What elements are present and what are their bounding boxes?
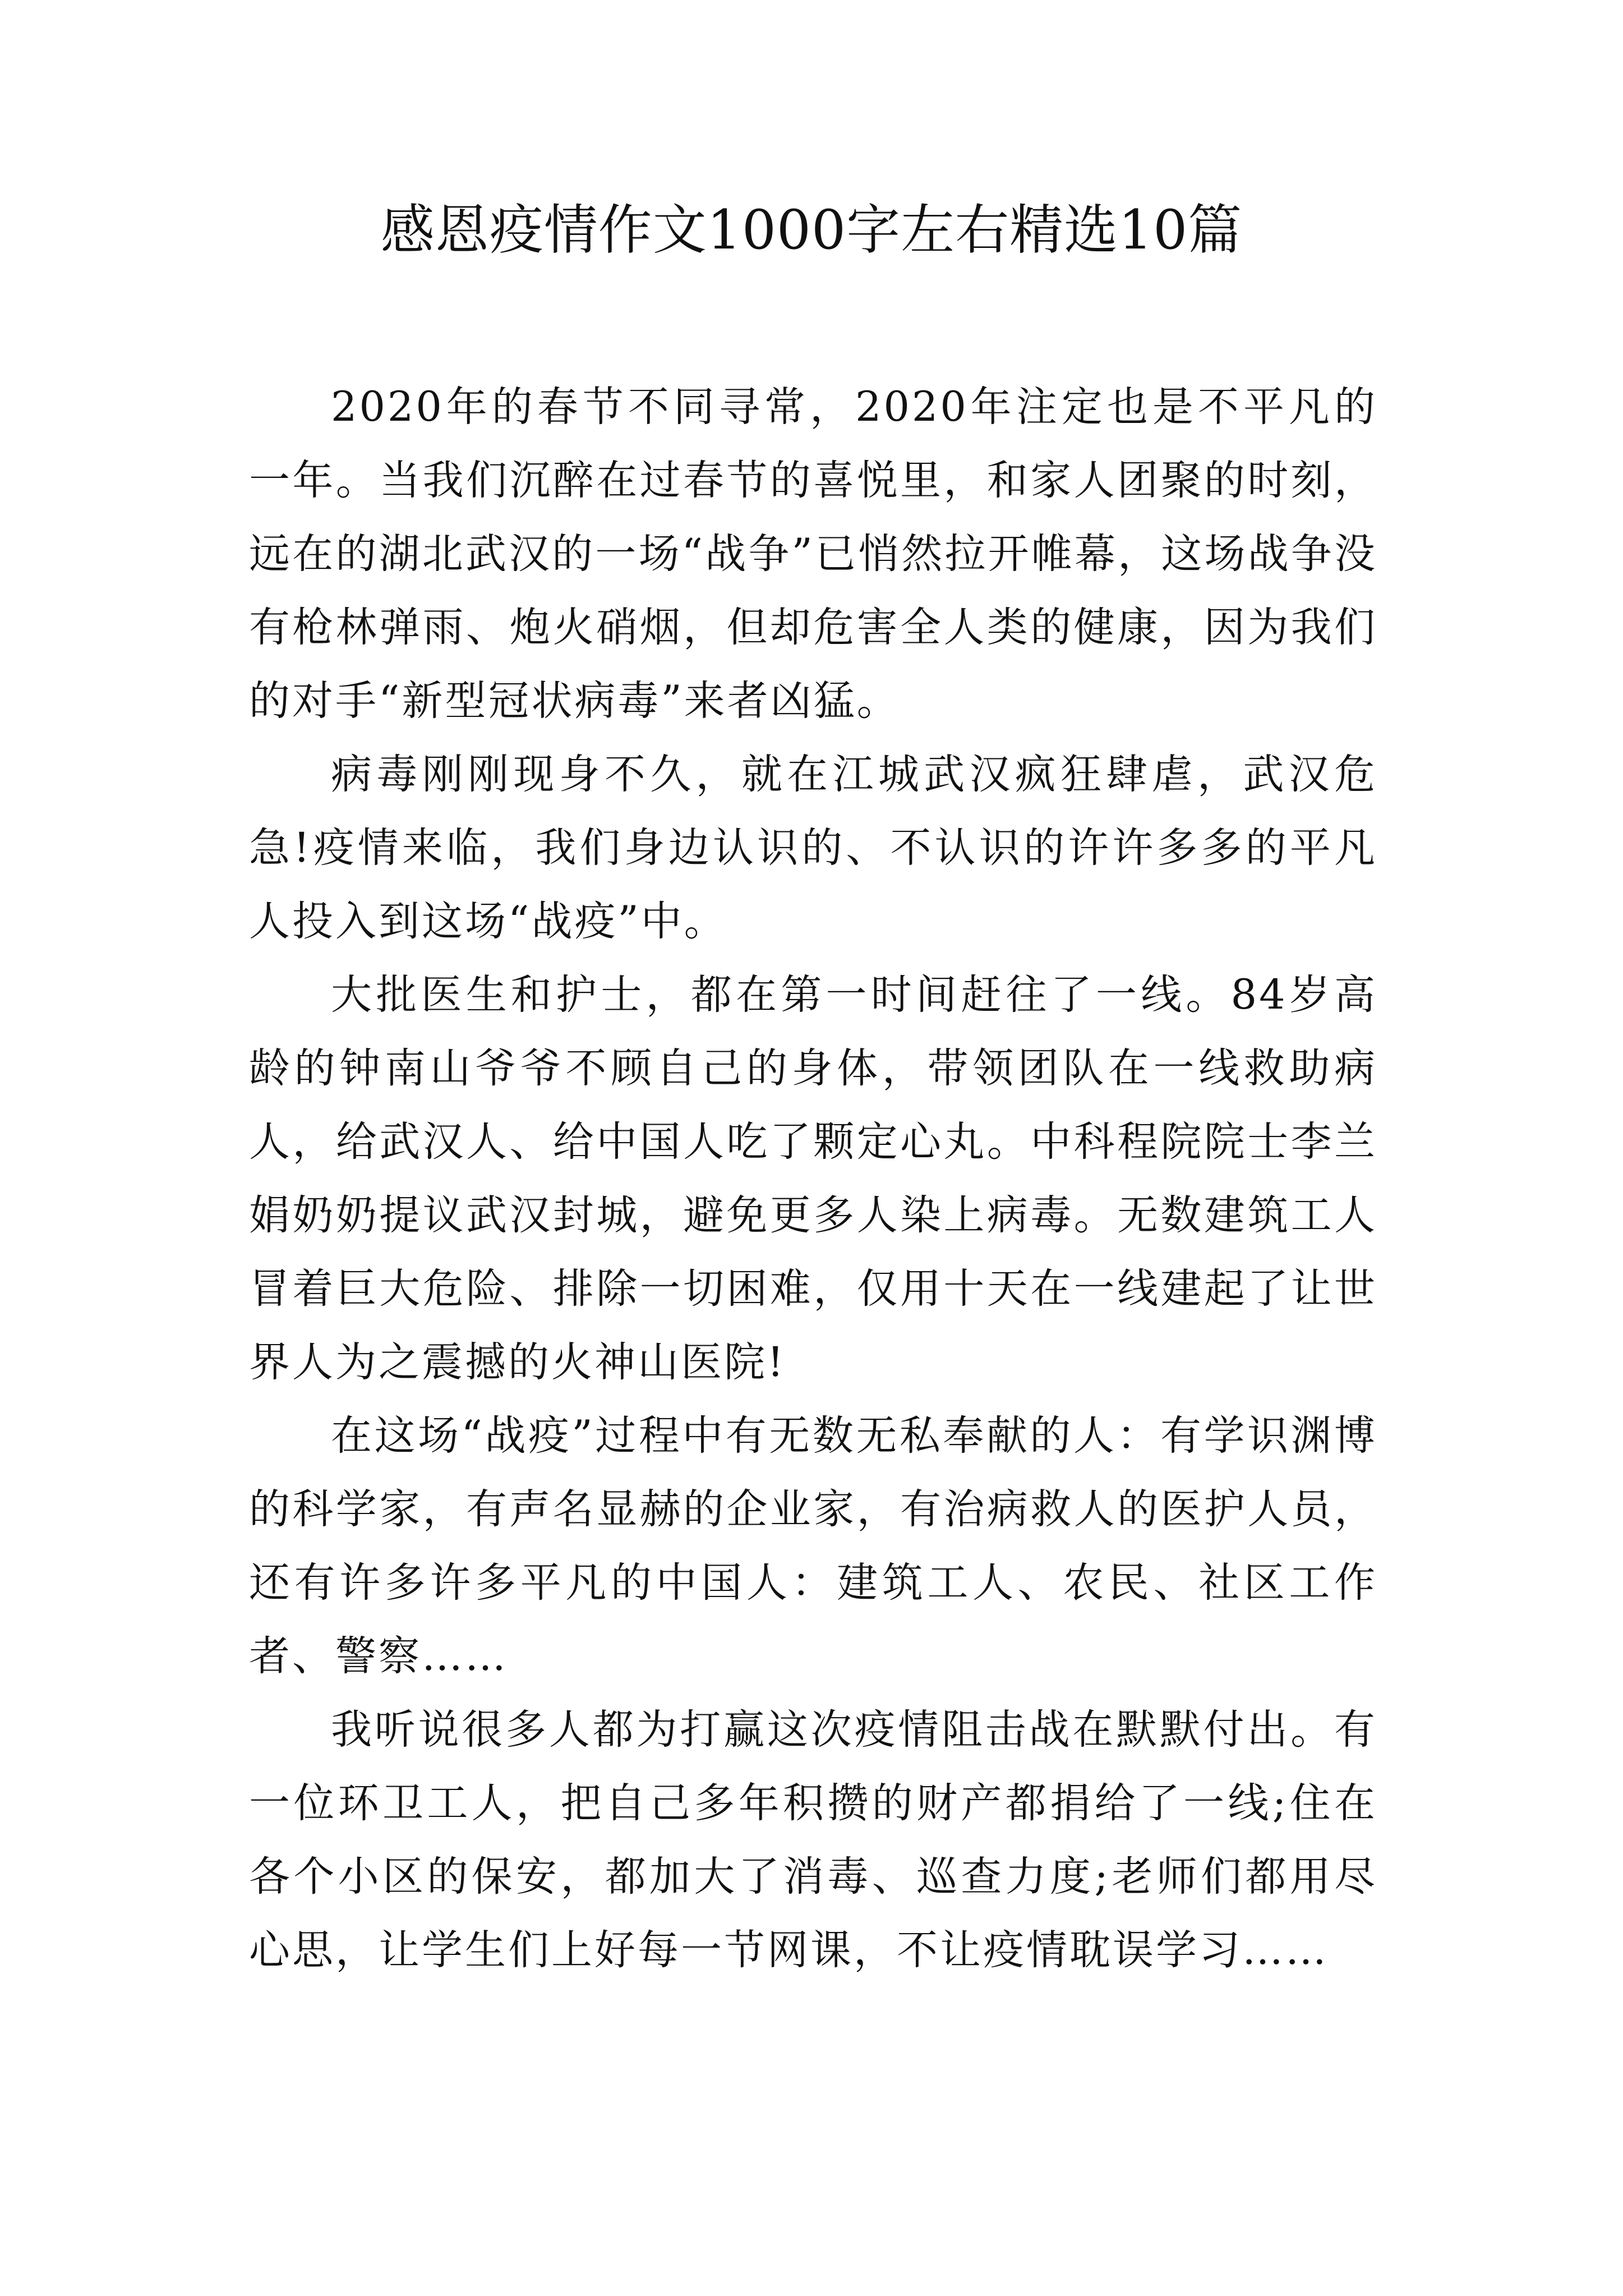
document-title: 感恩疫情作文1000字左右精选10篇 (380, 199, 1243, 261)
paragraph: 在这场“战疫”过程中有无数无私奉献的人：有学识渊博的科学家，有声名显赫的企业家，有治病救人的医护人员，还有许多许多平凡的中国人：建筑工人、农民、社区工作者、警察…… (249, 1412, 1377, 1680)
paragraph: 我听说很多人都为打赢这次疫情阻击战在默默付出。有一位环卫工人，把自己多年积攒的财产都捐给了一线;住在各个小区的保安，都加大了消毒、巡查力度;老师们都用尽心思，让学生们上好每一节网课，不让疫情耽误学习…… (249, 1706, 1377, 1974)
paragraph: 大批医生和护士，都在第一时间赶往了一线。84岁高龄的钟南山爷爷不顾自己的身体，带领团队在一线救助病人，给武汉人、给中国人吃了颗定心丸。中科程院院士李兰娟奶奶提议武汉封城，避免更多人染上病毒。无数建筑工人冒着巨大危险、排除一切困难，仅用十天在一线建起了让世界人为之震撼的火神山医院! (249, 971, 1377, 1386)
document-body (249, 370, 1377, 1987)
paragraph: 病毒刚刚现身不久，就在江城武汉疯狂肆虐，武汉危急!疫情来临，我们身边认识的、不认识的许许多多的平凡人投入到这场“战疫”中。 (249, 751, 1377, 945)
paragraph: 2020年的春节不同寻常，2020年注定也是不平凡的一年。当我们沉醉在过春节的喜悦里，和家人团聚的时刻，远在的湖北武汉的一场“战争”已悄然拉开帷幕，这场战争没有枪林弹雨、炮火硝烟，但却危害全人类的健康，因为我们的对手“新型冠状病毒”来者凶猛。 (249, 383, 1377, 725)
